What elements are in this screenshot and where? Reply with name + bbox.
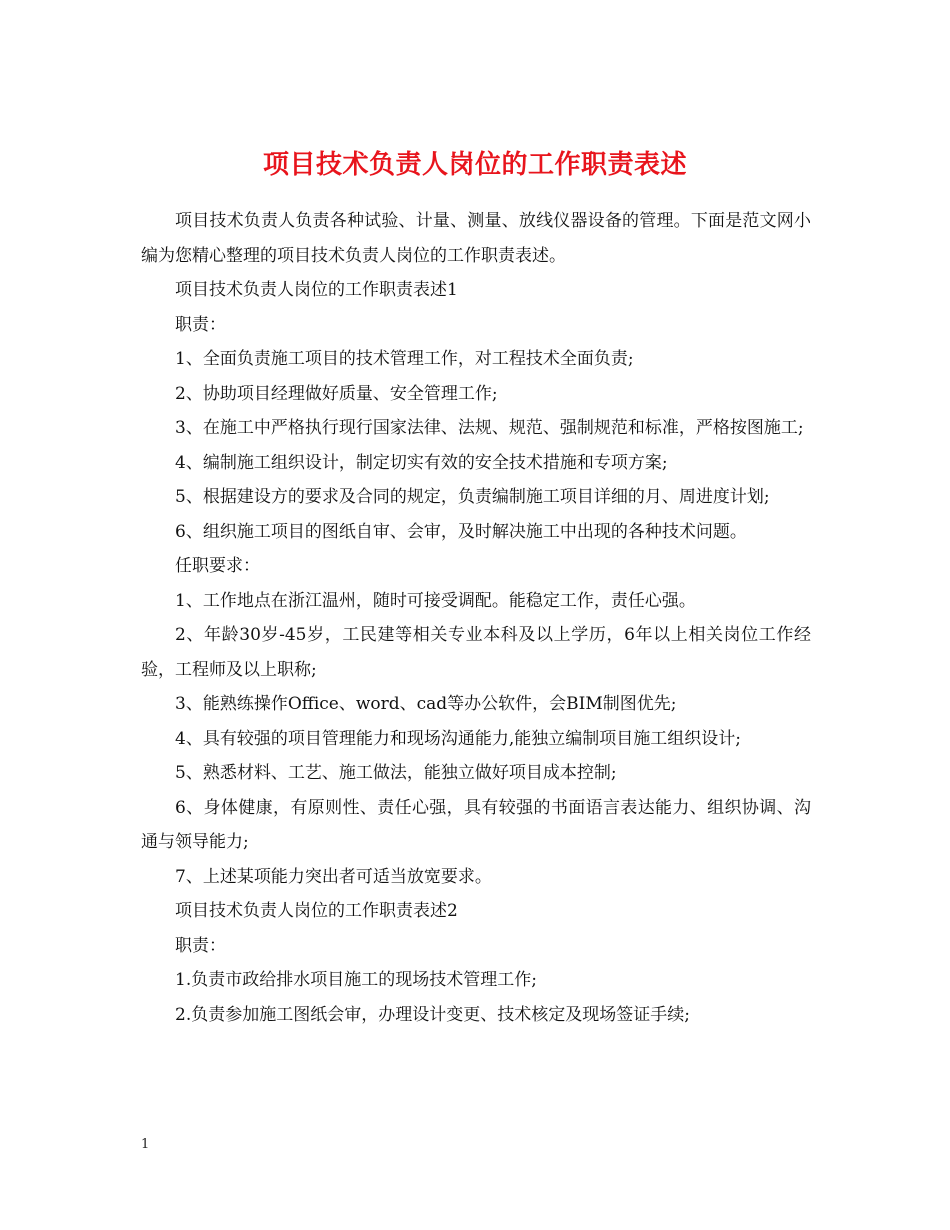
subheading-duties: 职责： [175, 935, 226, 956]
list-item: 1.负责市政给排水项目施工的现场技术管理工作; [175, 970, 537, 990]
subheading-duties: 职责： [175, 314, 226, 335]
list-item: 1、全面负责施工项目的技术管理工作，对工程技术全面负责; [175, 349, 634, 369]
list-item: 1、工作地点在浙江温州，随时可接受调配。能稳定工作，责任心强。 [175, 590, 696, 611]
list-item: 3、能熟练操作Office、word、cad等办公软件，会BIM制图优先; [175, 694, 677, 714]
list-item: 6、身体健康，有原则性、责任心强，具有较强的书面语言表达能力、组织协调、沟通与领导能力; [141, 797, 811, 852]
section-heading: 项目技术负责人岗位的工作职责表述2 [175, 901, 458, 921]
list-item: 4、具有较强的项目管理能力和现场沟通能力,能独立编制项目施工组织设计; [175, 728, 741, 749]
list-item: 2、协助项目经理做好质量、安全管理工作; [175, 383, 498, 404]
list-item: 5、根据建设方的要求及合同的规定，负责编制施工项目详细的月、周进度计划; [175, 487, 770, 507]
list-item: 4、编制施工组织设计，制定切实有效的安全技术措施和专项方案; [175, 452, 668, 473]
document-title: 项目技术负责人岗位的工作职责表述 [262, 150, 687, 181]
list-item: 2.负责参加施工图纸会审，办理设计变更、技术核定及现场签证手续; [175, 1004, 690, 1025]
subheading-requirements: 任职要求： [175, 556, 260, 576]
list-item: 3、在施工中严格执行现行国家法律、法规、规范、强制规范和标准，严格按图施工; [175, 418, 804, 438]
intro-paragraph: 项目技术负责人负责各种试验、计量、测量、放线仪器设备的管理。下面是范文网小编为您精心整理的项目技术负责人岗位的工作职责表述。 [141, 211, 811, 266]
list-item: 7、上述某项能力突出者可适当放宽要求。 [175, 866, 492, 887]
list-item: 5、熟悉材料、工艺、施工做法，能独立做好项目成本控制; [175, 763, 617, 783]
document-body [141, 204, 811, 1032]
list-item: 2、年龄30岁-45岁，工民建等相关专业本科及以上学历，6年以上相关岗位工作经验，工程师及以上职称; [141, 625, 811, 680]
page-number: 1 [141, 1137, 150, 1152]
section-heading: 项目技术负责人岗位的工作职责表述1 [175, 280, 458, 300]
list-item: 6、组织施工项目的图纸自审、会审，及时解决施工中出现的各种技术问题。 [175, 521, 747, 542]
